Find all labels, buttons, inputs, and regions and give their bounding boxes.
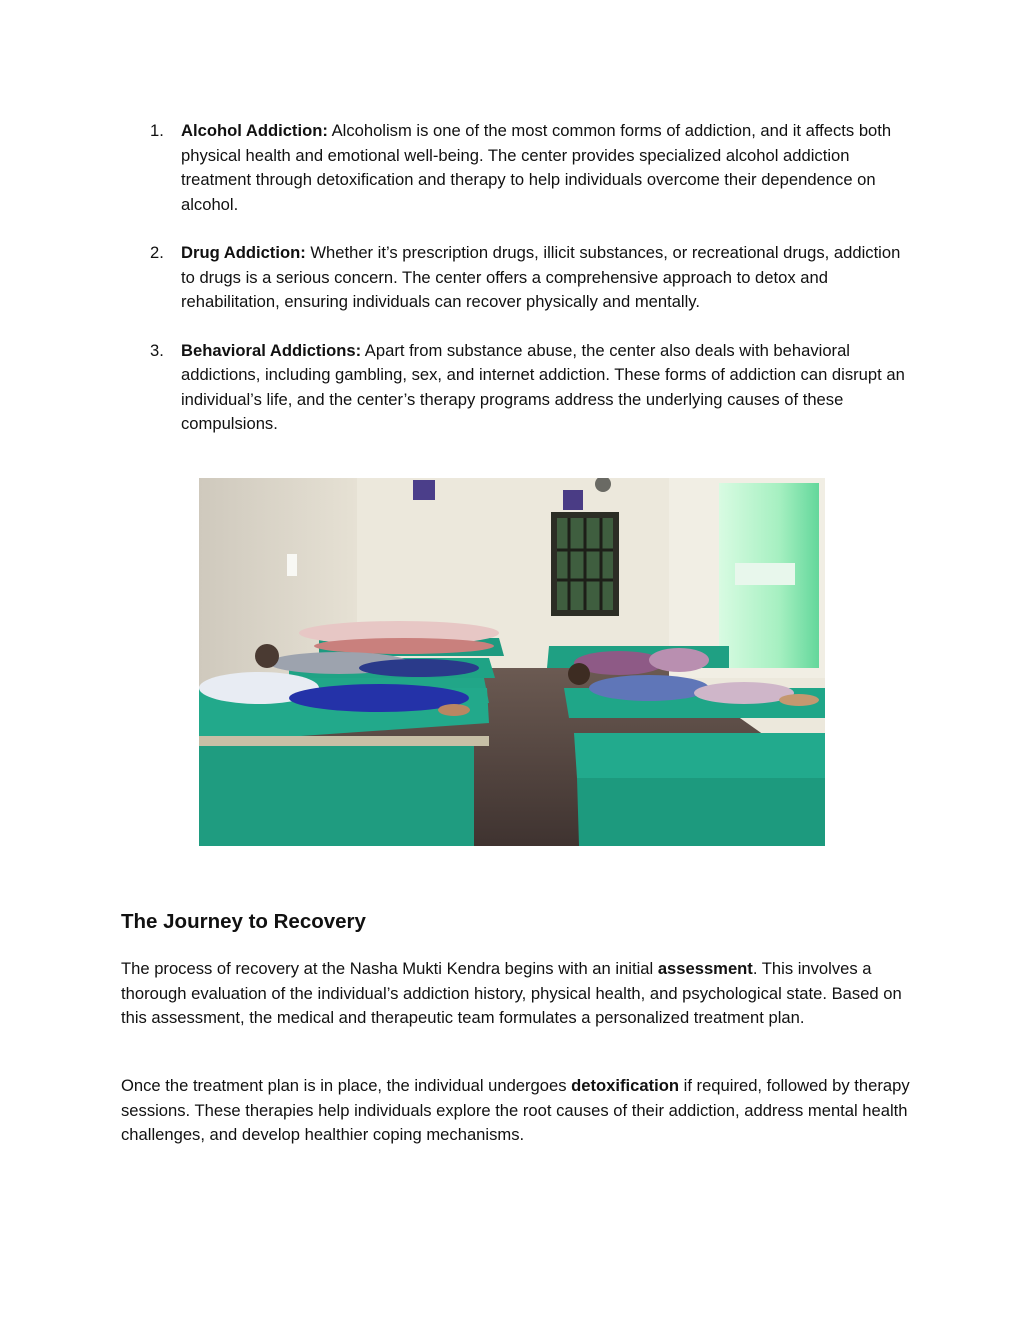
list-number: 1. bbox=[150, 121, 164, 140]
recovery-paragraph-2 bbox=[121, 1074, 911, 1148]
paragraph-text: Once the treatment plan is in place, the individual undergoes bbox=[121, 1076, 572, 1095]
rehab-dormitory-photo bbox=[199, 478, 825, 846]
list-item bbox=[150, 119, 910, 217]
section-heading: The Journey to Recovery bbox=[121, 910, 366, 933]
paragraph-text: . This involves a thorough evaluation of the individual’s addiction history, physical health, and psychological state. Based on this assessment, the medical and therapeutic team formulates a personalized treatment plan. bbox=[121, 959, 902, 1027]
paragraph-text: if required, followed by therapy sessions. These therapies help individuals explore the root causes of their addiction, address mental health challenges, and develop healthier coping mechanisms. bbox=[121, 1076, 910, 1144]
list-text: Apart from substance abuse, the center also deals with behavioral addictions, including gambling, sex, and internet addiction. These forms of addiction can disrupt an individual’s life, and the center’s therapy programs address the underlying causes of these compulsions. bbox=[181, 340, 905, 433]
addiction-types-list bbox=[150, 119, 910, 461]
list-item bbox=[150, 339, 910, 437]
list-text: Whether it’s prescription drugs, illicit substances, or recreational drugs, addiction to drugs is a serious concern. The center offers a comprehensive approach to detox and rehabilitation, ensuring individuals can recover physically and mentally. bbox=[181, 243, 901, 311]
bold-term: detoxification bbox=[571, 1076, 680, 1095]
list-number: 2. bbox=[150, 243, 164, 262]
list-term: Alcohol Addiction: bbox=[181, 121, 328, 140]
paragraph-text: The process of recovery at the Nasha Mukti Kendra begins with an initial bbox=[121, 959, 658, 978]
list-text: Alcoholism is one of the most common forms of addiction, and it affects both physical health and emotional well-being. The center provides specialized alcohol addiction treatment through detoxification and therapy to help individuals overcome their dependence on alcohol. bbox=[181, 121, 892, 214]
list-term: Drug Addiction: bbox=[181, 243, 306, 262]
list-term: Behavioral Addictions: bbox=[181, 340, 362, 360]
recovery-paragraph-1 bbox=[121, 957, 911, 1031]
list-number: 3. bbox=[150, 340, 164, 360]
list-item bbox=[150, 241, 910, 315]
bold-term: assessment bbox=[657, 959, 753, 978]
